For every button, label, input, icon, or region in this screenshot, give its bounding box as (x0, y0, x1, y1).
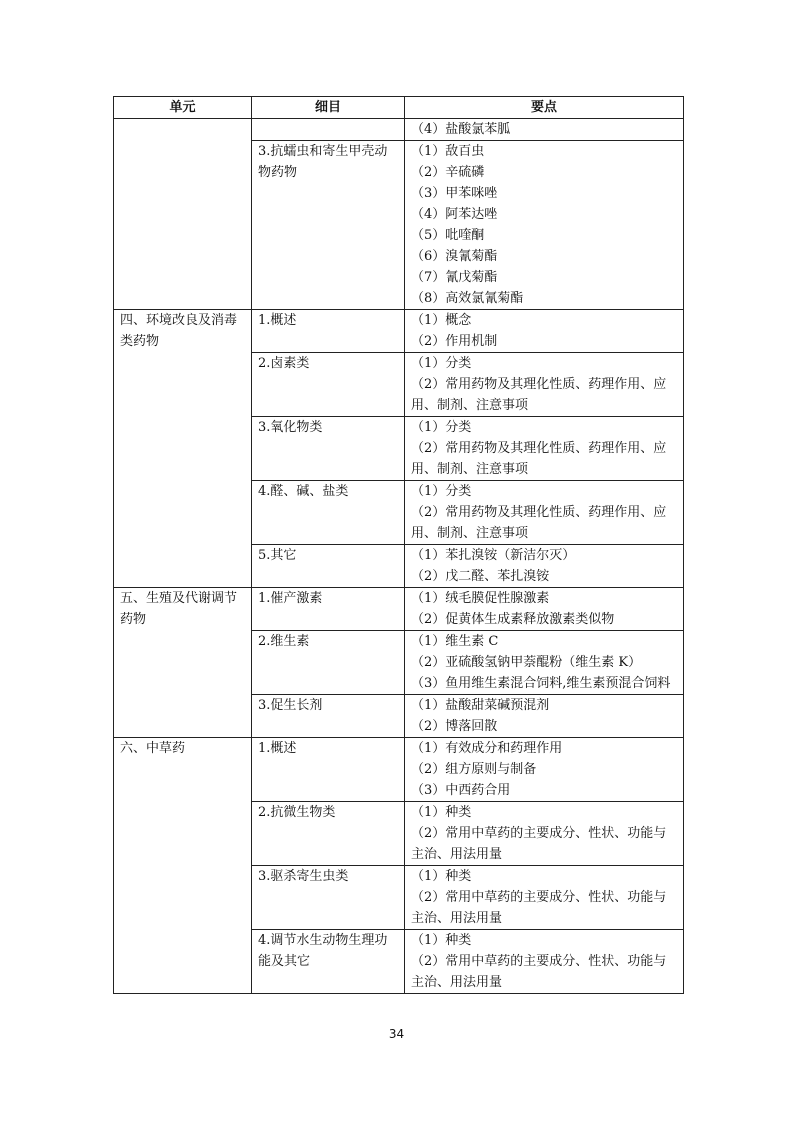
point-item: （1）盐酸甜菜碱预混剂 (411, 698, 550, 713)
point-item: （2）组方原则与制备 (411, 762, 537, 777)
detail-cell (252, 930, 405, 994)
unit-name: 四、环境改良及消毒类药物 (120, 313, 238, 349)
unit-cell (114, 738, 252, 994)
detail-cell (252, 353, 405, 417)
point-item: （1）分类 (411, 484, 472, 499)
point-item: （1）有效成分和药理作用 (411, 741, 563, 756)
point-item: （8）高效氯氰菊酯 (411, 291, 524, 306)
point-item: （2）常用中草药的主要成分、性状、功能与主治、用法用量 (411, 954, 667, 990)
unit-name: 五、生殖及代谢调节药物 (120, 591, 238, 627)
header-detail: 细目 (252, 97, 405, 119)
detail-cell (252, 141, 405, 310)
point-item: （2）博落回散 (411, 719, 498, 734)
detail-cell (252, 631, 405, 695)
point-item: （1）种类 (411, 933, 472, 948)
point-item: （5）吡喹酮 (411, 228, 485, 243)
points-cell (405, 631, 684, 695)
point-item: （1）维生素 C (411, 634, 499, 649)
unit-cell (114, 119, 252, 310)
point-item: （7）氰戊菊酯 (411, 270, 498, 285)
point-item: （2）常用药物及其理化性质、药理作用、应用、制剂、注意事项 (411, 441, 667, 477)
detail-cell (252, 695, 405, 738)
detail-name: 3.氧化物类 (258, 420, 323, 435)
table-header-row (114, 97, 684, 119)
detail-name: 4.调节水生动物生理功能及其它 (258, 933, 388, 969)
points-cell (405, 119, 684, 141)
detail-name: 3.抗蠕虫和寄生甲壳动物药物 (258, 144, 388, 180)
detail-cell (252, 802, 405, 866)
point-item: （1）分类 (411, 420, 472, 435)
detail-cell (252, 417, 405, 481)
points-cell (405, 141, 684, 310)
detail-name: 2.抗微生物类 (258, 805, 336, 820)
points-cell (405, 353, 684, 417)
points-cell (405, 417, 684, 481)
detail-name: 3.促生长剂 (258, 698, 323, 713)
points-cell (405, 545, 684, 588)
detail-name: 3.驱杀寄生虫类 (258, 869, 349, 884)
point-item: （1）种类 (411, 805, 472, 820)
page-number: 34 (388, 1027, 405, 1041)
detail-name: 1.概述 (258, 741, 297, 756)
detail-name: 4.醛、碱、盐类 (258, 484, 349, 499)
point-item: （1）绒毛膜促性腺激素 (411, 591, 550, 606)
points-cell (405, 481, 684, 545)
point-item: （2）亚硫酸氢钠甲萘醌粉（维生素 K） (411, 655, 642, 670)
points-cell (405, 695, 684, 738)
detail-cell (252, 119, 405, 141)
table-row (114, 310, 684, 353)
points-cell (405, 310, 684, 353)
detail-name: 5.其它 (258, 548, 297, 563)
detail-cell (252, 738, 405, 802)
table-row (114, 588, 684, 631)
header-unit: 单元 (114, 97, 252, 119)
table-row (114, 738, 684, 802)
point-item: （2）促黄体生成素释放激素类似物 (411, 612, 615, 627)
point-item: （1）苯扎溴铵（新洁尔灭） (411, 548, 576, 563)
points-cell (405, 802, 684, 866)
point-item: （3）鱼用维生素混合饲料,维生素预混合饲料 (411, 676, 671, 691)
detail-name: 1.催产激素 (258, 591, 323, 606)
detail-name: 1.概述 (258, 313, 297, 328)
detail-cell (252, 545, 405, 588)
point-item: （4）盐酸氯苯胍 (411, 122, 511, 137)
points-cell (405, 866, 684, 930)
detail-cell (252, 588, 405, 631)
detail-name: 2.维生素 (258, 634, 310, 649)
point-item: （2）常用中草药的主要成分、性状、功能与主治、用法用量 (411, 826, 667, 862)
point-item: （3）甲苯咪唑 (411, 186, 498, 201)
point-item: （2）常用药物及其理化性质、药理作用、应用、制剂、注意事项 (411, 505, 667, 541)
unit-cell (114, 310, 252, 588)
detail-cell (252, 481, 405, 545)
point-item: （2）戊二醛、苯扎溴铵 (411, 569, 550, 584)
point-item: （1）概念 (411, 313, 472, 328)
header-points: 要点 (405, 97, 684, 119)
detail-name: 2.卤素类 (258, 356, 310, 371)
point-item: （2）常用药物及其理化性质、药理作用、应用、制剂、注意事项 (411, 377, 667, 413)
detail-cell (252, 310, 405, 353)
point-item: （3）中西药合用 (411, 783, 511, 798)
syllabus-table (113, 96, 684, 994)
unit-name: 六、中草药 (120, 741, 186, 756)
point-item: （2）常用中草药的主要成分、性状、功能与主治、用法用量 (411, 890, 667, 926)
point-item: （1）种类 (411, 869, 472, 884)
point-item: （2）作用机制 (411, 334, 498, 349)
points-cell (405, 930, 684, 994)
point-item: （1）分类 (411, 356, 472, 371)
points-cell (405, 738, 684, 802)
table-row (114, 119, 684, 141)
point-item: （6）溴氰菊酯 (411, 249, 498, 264)
point-item: （4）阿苯达唑 (411, 207, 498, 222)
points-cell (405, 588, 684, 631)
point-item: （2）辛硫磷 (411, 165, 485, 180)
point-item: （1）敌百虫 (411, 144, 485, 159)
detail-cell (252, 866, 405, 930)
unit-cell (114, 588, 252, 738)
